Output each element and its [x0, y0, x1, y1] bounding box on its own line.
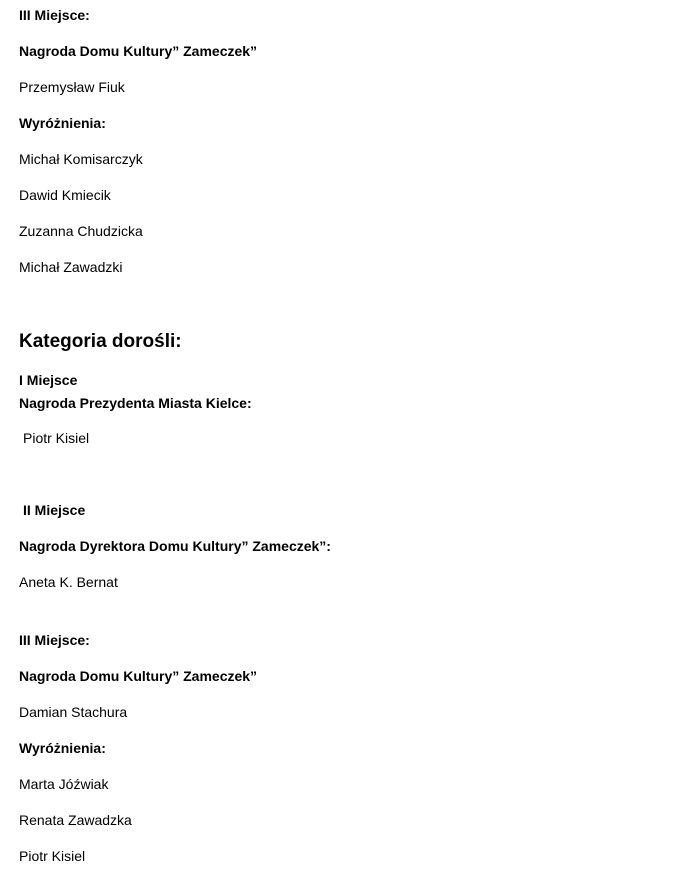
prev-honor-item: Dawid Kmiecik	[19, 187, 111, 203]
prev-third-place-award: Nagroda Domu Kultury” Zameczek”	[19, 43, 258, 59]
honor-item: Piotr Kisiel	[19, 848, 86, 864]
third-place-award: Nagroda Domu Kultury” Zameczek”	[19, 668, 258, 684]
third-place-heading: III Miejsce:	[19, 632, 90, 648]
first-place-award: Nagroda Prezydenta Miasta Kielce:	[19, 395, 252, 411]
first-place-heading: I Miejsce	[19, 372, 78, 388]
first-place-winner: Piotr Kisiel	[23, 430, 90, 446]
prev-third-place-heading: III Miejsce:	[19, 7, 90, 23]
prev-honor-item: Michał Zawadzki	[19, 259, 123, 275]
honor-item: Renata Zawadzka	[19, 812, 132, 828]
second-place-winner: Aneta K. Bernat	[19, 574, 118, 590]
prev-honor-item: Zuzanna Chudzicka	[19, 223, 143, 239]
honors-heading: Wyróżnienia:	[19, 740, 106, 756]
prev-honor-item: Michał Komisarczyk	[19, 151, 143, 167]
second-place-award: Nagroda Dyrektora Domu Kultury” Zameczek”:	[19, 538, 331, 554]
category-title: Kategoria dorośli:	[19, 331, 182, 352]
third-place-winner: Damian Stachura	[19, 704, 128, 720]
prev-third-place-winner: Przemysław Fiuk	[19, 79, 125, 95]
second-place-heading: II Miejsce	[23, 502, 86, 518]
honor-item: Marta Jóźwiak	[19, 776, 109, 792]
prev-honors-heading: Wyróżnienia:	[19, 115, 106, 131]
